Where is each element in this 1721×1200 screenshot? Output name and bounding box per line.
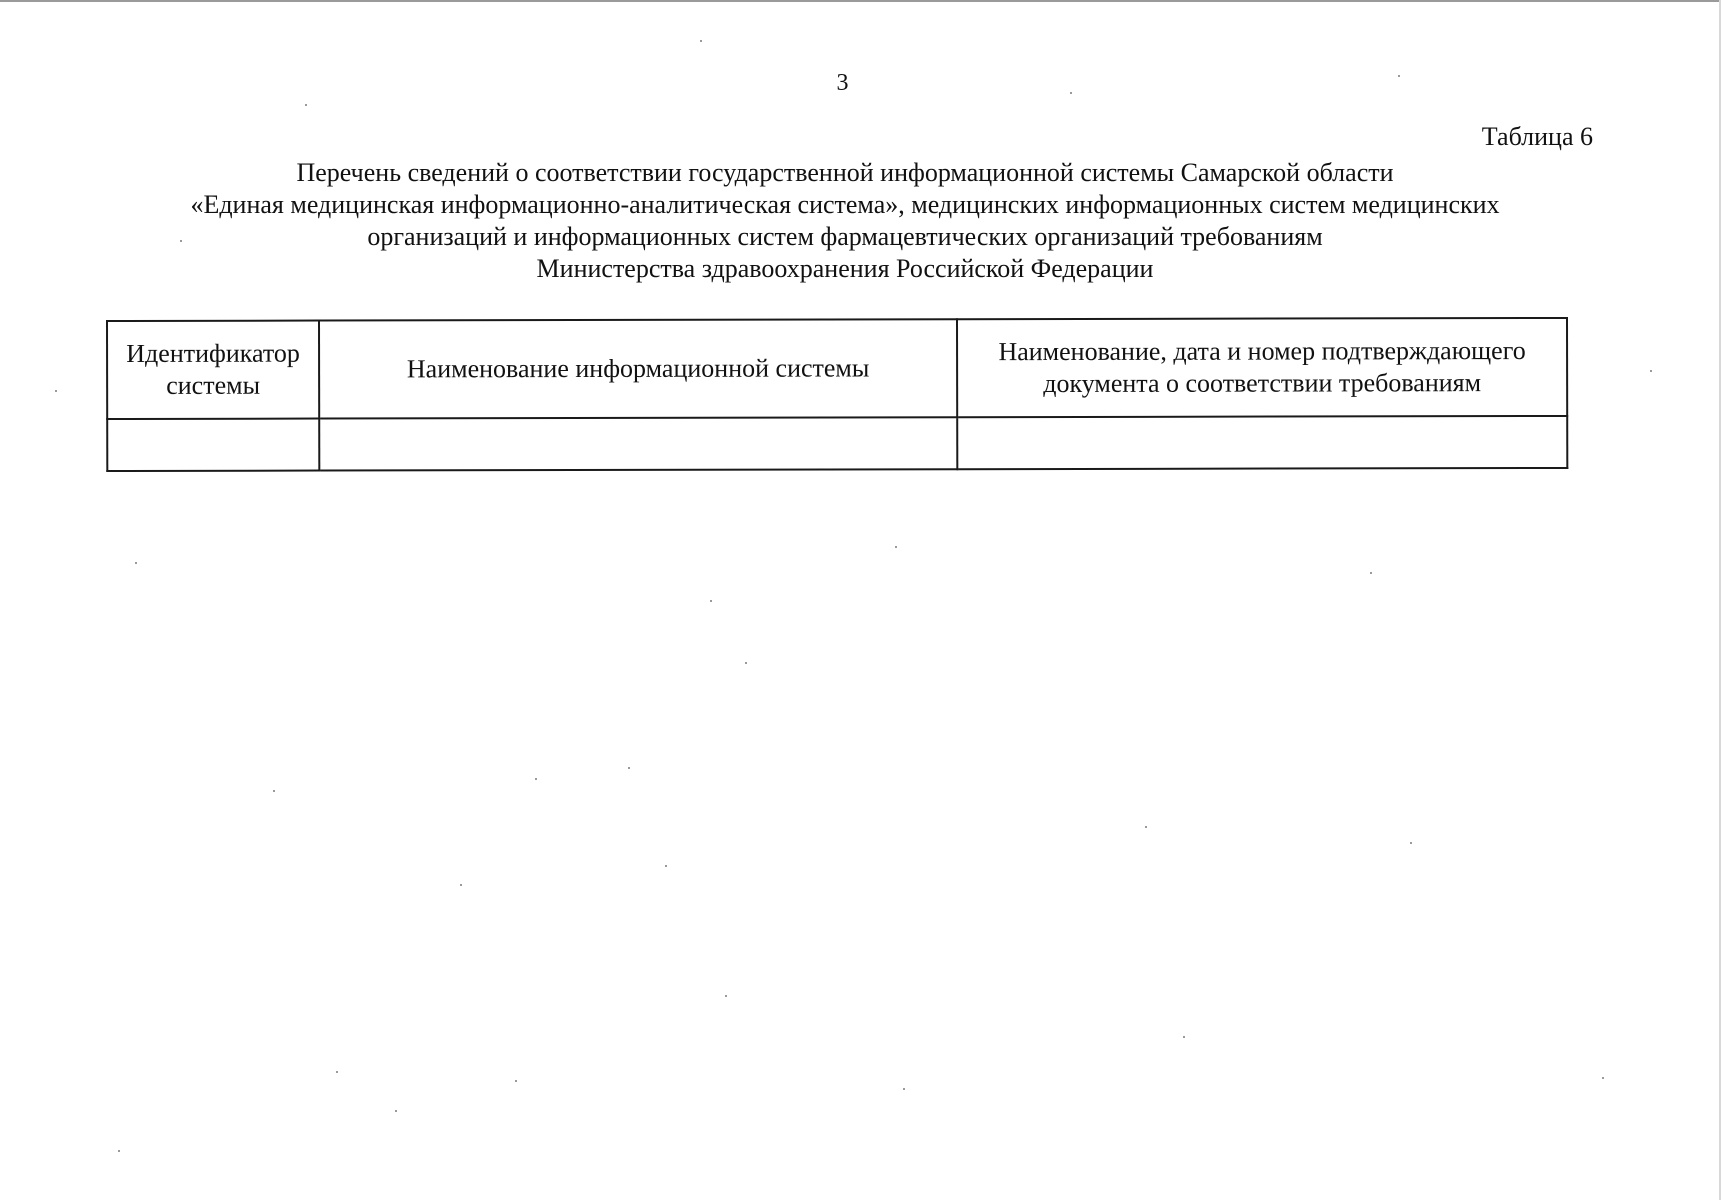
scan-speck [665,865,667,867]
scan-speck [305,104,307,106]
compliance-table [106,317,1568,472]
table-caption: Таблица 6 [1481,122,1593,151]
table-row [107,416,1567,471]
title-line: Министерства здравоохранения Российской Федерации [536,254,1154,283]
scan-speck [1145,826,1147,828]
compliance-table-wrapper [106,317,1566,472]
scan-speck [515,1080,517,1082]
table-cell [319,417,957,470]
table-cell [957,416,1567,469]
scan-speck [395,1110,397,1112]
scan-speck [1070,92,1072,94]
scan-speck [1602,1077,1604,1079]
page-number: 3 [836,70,849,96]
header-system-id: Идентификатор системы [107,321,319,419]
scan-speck [1410,842,1412,844]
header-confirming-document: Наименование, дата и номер подтверждающего документа о соответствии требованиям [957,318,1567,417]
scan-speck [1650,370,1652,372]
scan-speck [1370,572,1372,574]
document-title [60,157,1630,285]
scan-speck [460,884,462,886]
scan-speck [118,1150,120,1152]
title-line: «Единая медицинская информационно-аналитическая система», медицинских информационных систем медицинских [190,190,1500,219]
scan-edge-top [0,0,1721,2]
scan-speck [55,390,57,392]
scan-speck [745,662,747,664]
scan-speck [273,790,275,792]
scan-speck [135,562,137,564]
scan-speck [535,778,537,780]
table-header-row [107,318,1567,419]
scan-speck [710,600,712,602]
table-cell [107,419,319,471]
scan-speck [903,1088,905,1090]
scan-speck [895,546,897,548]
scan-speck [628,767,630,769]
scan-speck [180,240,182,242]
scan-speck [336,1071,338,1073]
scan-speck [1183,1036,1185,1038]
scan-speck [725,995,727,997]
scan-speck [700,40,702,42]
title-line: организаций и информационных систем фармацевтических организаций требованиям [367,222,1323,251]
scan-speck [1398,75,1400,77]
header-system-name: Наименование информационной системы [319,319,957,418]
title-line: Перечень сведений о соответствии государственной информационной системы Самарской области [296,158,1394,187]
